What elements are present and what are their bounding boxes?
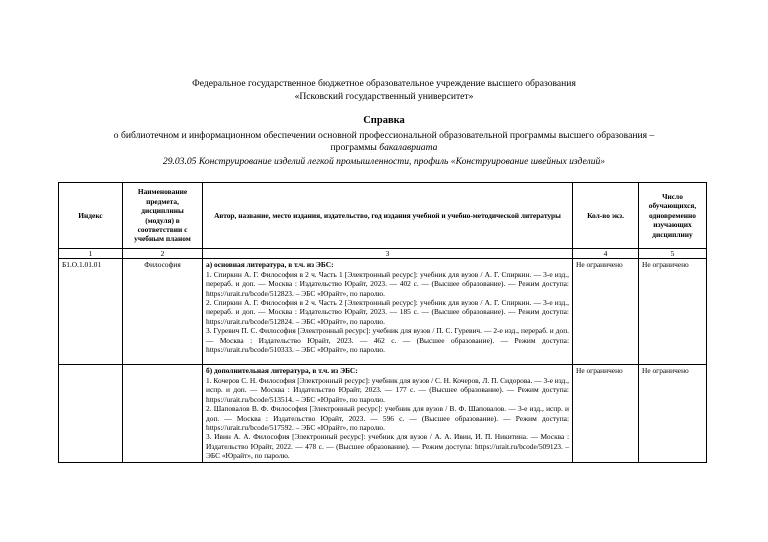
column-number: 3 xyxy=(203,249,573,259)
additional-count-cell: Не ограничено xyxy=(573,365,639,462)
literature-entry: 2. Спиркин А. Г. Философия в 2 ч. Часть 2 [Электронный ресурс]: учебник для вузов / А. Г. Спиркин. — 3-е изд., перераб. и доп. — Москва : Издательство Юрайт, 2023. — 185 с. — (Высшее образование). — Режим доступа: https://urait.ru/bcode/512824. – ЭБС «Юрайт», по паролю. xyxy=(206,298,569,326)
subtitle-line2 xyxy=(0,142,768,153)
subtitle-line2-prefix: программы xyxy=(330,142,380,153)
literature-entry: 2. Шаповалов В. Ф. Философия [Электронный ресурс]: учебник для вузов / В. Ф. Шаповалов. — 3-е изд., испр. и доп. — Москва : Издательство Юрайт, 2023. — 596 с. — (Высшее образование). — Режим доступа: https://urait.ru/bcode/517592. – ЭБС «Юрайт», по паролю. xyxy=(206,404,569,432)
header-literature: Автор, название, место издания, издательство, год издания учебной и учебно-методической литературы xyxy=(203,183,573,249)
table-row-main xyxy=(59,259,707,365)
main-literature-title: а) основная литература, в т.ч. из ЭБС: xyxy=(206,260,334,270)
literature-entry: 3. Ивин А. А. Философия [Электронный ресурс]: учебник для вузов / А. А. Ивин, И. П. Никитина. — Москва : Издательство Юрайт, 2022. — 478 с. — (Высшее образование). — Режим доступа: https://urait.ru/bcode/509123. – ЭБС «Юрайт», по паролю. xyxy=(206,432,569,461)
additional-literature-title: б) дополнительная литература, в т.ч. из ЭБС: xyxy=(206,366,358,376)
subject-cell: Философия xyxy=(123,259,203,365)
subtitle-line2-italic: бакалавриата xyxy=(379,142,438,153)
table-row-additional xyxy=(59,365,707,462)
additional-students-cell: Не ограничено xyxy=(639,365,707,462)
subtitle-line1: о библиотечном и информационном обеспечении основной профессиональной образовательной программы высшего образования – xyxy=(113,130,655,141)
header-students: Число обучающихся, одновременно изучающих дисциплину xyxy=(639,183,707,249)
literature-entry: 1. Спиркин А. Г. Философия в 2 ч. Часть 1 [Электронный ресурс]: учебник для вузов / А. Г. Спиркин. — 3-е изд., перераб. и доп. — Москва : Издательство Юрайт, 2023. — 402 с. — (Высшее образование). — Режим доступа: https://urait.ru/bcode/512823. – ЭБС «Юрайт», по паролю. xyxy=(206,269,569,298)
column-number: 4 xyxy=(573,249,639,259)
org-name-line1: Федеральное государственное бюджетное образовательное учреждение высшего образования xyxy=(192,78,576,89)
index-cell: Б1.О.1.01.01 xyxy=(59,259,123,365)
empty-index-cell xyxy=(59,365,123,462)
table-header-row xyxy=(59,183,707,249)
column-number-row xyxy=(59,249,707,259)
column-number: 5 xyxy=(639,249,707,259)
literature-entry: 3. Гуревич П. С. Философия [Электронный ресурс]: учебник для вузов / П. С. Гуревич. — 2-е изд., перераб. и доп. — Москва : Издательство Юрайт, 2023. — 462 с. — (Высшее образование). — Режим доступа: https://urait.ru/bcode/510333. – ЭБС «Юрайт», по паролю. xyxy=(206,326,569,355)
org-name-line2: «Псковский государственный университет» xyxy=(294,91,474,102)
main-literature-cell xyxy=(203,259,573,365)
page-title: Справка xyxy=(363,115,405,126)
literature-entry: 1. Кочеров С. Н. Философия [Электронный ресурс]: учебник для вузов / С. Н. Кочеров, Л. П. Сидорова. — 3-е изд., испр. и доп. — Москва : Издательство Юрайт, 2023. — 177 с. — (Высшее образование). — Режим доступа: https://urait.ru/bcode/513514. – ЭБС «Юрайт», по паролю. xyxy=(206,375,569,404)
header-count: Кол-во экз. xyxy=(573,183,639,249)
column-number: 1 xyxy=(59,249,123,259)
empty-subject-cell xyxy=(123,365,203,462)
main-count-cell: Не ограничено xyxy=(573,259,639,365)
specialty-line: 29.03.05 Конструирование изделий легкой промышленности, профиль «Конструирование швейных изделий» xyxy=(162,156,606,167)
header-index: Индекс xyxy=(59,183,123,249)
literature-table xyxy=(58,182,707,463)
additional-literature-cell xyxy=(203,365,573,462)
main-students-cell: Не ограничено xyxy=(639,259,707,365)
column-number: 2 xyxy=(123,249,203,259)
header-subject: Наименование предмета, дисциплины (модуля) в соответствии с учебным планом xyxy=(123,183,203,249)
